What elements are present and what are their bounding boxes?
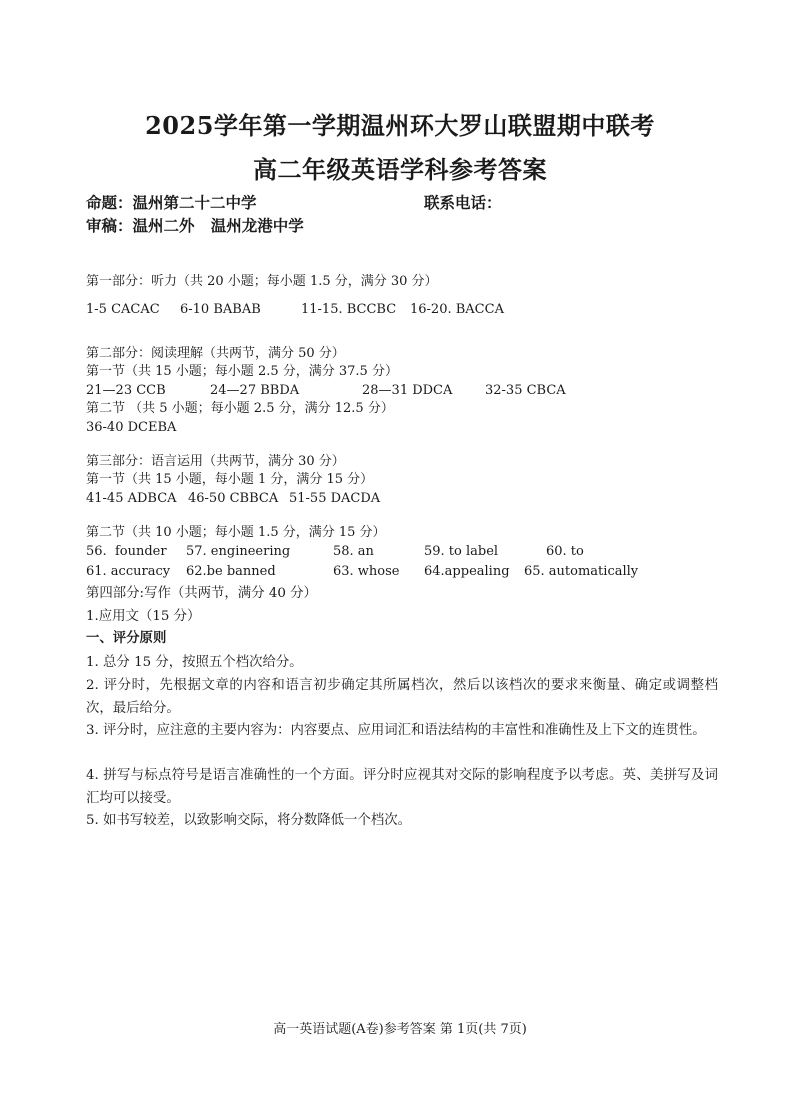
answer-item: 65. automatically xyxy=(524,564,639,579)
answer-group: 11-15. BCCBC xyxy=(301,302,397,317)
page-title: 2025学年第一学期温州环大罗山联盟期中联考 xyxy=(145,111,655,140)
answer-item: 57. engineering xyxy=(186,544,291,559)
part3-section1-heading: 第一节（共 15 小题，每小题 1 分，满分 15 分） xyxy=(86,472,374,487)
principle-item: 2. 评分时，先根据文章的内容和语言初步确定其所属档次，然后以该档次的要求来衡量、确定或调整档次，最后给分。 xyxy=(86,678,718,716)
answer-item: 61. accuracy xyxy=(86,564,171,579)
part2-section2-heading: 第二节 （共 5 小题；每小题 2.5 分，满分 12.5 分） xyxy=(86,401,394,416)
answer-group: 16-20. BACCA xyxy=(410,302,504,317)
answer-group: 21—23 CCB xyxy=(86,383,166,398)
answer-group: 41-45 ADBCA xyxy=(86,491,177,506)
principle-item: 4. 拼写与标点符号是语言准确性的一个方面。评分时应视其对交际的影响程度予以考虑。英、美拼写及词汇均可以接受。 xyxy=(86,768,718,806)
answer-group: 51-55 DACDA xyxy=(289,491,381,506)
principle-item: 5. 如书写较差，以致影响交际，将分数降低一个档次。 xyxy=(86,813,412,828)
answer-item: 62.be banned xyxy=(186,564,276,579)
part3-heading: 第三部分：语言运用（共两节，满分 30 分） xyxy=(86,454,345,469)
answer-item: 59. to label xyxy=(424,544,499,559)
part4-heading: 第四部分:写作（共两节，满分 40 分） xyxy=(86,586,317,601)
principle-item: 3. 评分时，应注意的主要内容为：内容要点、应用词汇和语法结构的丰富性和准确性及上下文的连贯性。 xyxy=(86,723,706,738)
part2-section2-answers: 36-40 DCEBA xyxy=(86,420,177,435)
part2-heading: 第二部分：阅读理解（共两节，满分 50 分） xyxy=(86,346,345,361)
part2-section1-heading: 第一节（共 15 小题；每小题 2.5 分，满分 37.5 分） xyxy=(86,364,398,379)
principle-item: 1. 总分 15 分，按照五个档次给分。 xyxy=(86,655,303,670)
answer-group: 24—27 BBDA xyxy=(210,383,300,398)
answer-group: 28—31 DDCA xyxy=(362,383,453,398)
contact-line: 联系电话： xyxy=(424,194,502,212)
answer-group: 6-10 BABAB xyxy=(180,302,261,317)
answer-group: 46-50 CBBCA xyxy=(188,491,279,506)
answer-group: 1-5 CACAC xyxy=(86,302,160,317)
setter-line: 命题：温州第二十二中学 xyxy=(86,194,257,212)
answer-group: 32-35 CBCA xyxy=(485,383,566,398)
answer-item: 63. whose xyxy=(333,564,400,579)
answer-item: 60. to xyxy=(546,544,584,559)
answer-item: 58. an xyxy=(333,544,374,559)
principles-heading: 一、评分原则 xyxy=(86,631,167,646)
reviewer-line: 审稿：温州二外 温州龙港中学 xyxy=(86,217,304,235)
answer-item: 64.appealing xyxy=(424,564,510,579)
part4-task1: 1.应用文（15 分） xyxy=(86,609,201,624)
page-footer: 高一英语试题(A卷)参考答案 第 1页(共 7页) xyxy=(273,1022,527,1037)
part1-heading: 第一部分：听力（共 20 小题；每小题 1.5 分，满分 30 分） xyxy=(86,274,438,289)
answer-item: 56. founder xyxy=(86,544,167,559)
part3-section2-heading: 第二节（共 10 小题；每小题 1.5 分，满分 15 分） xyxy=(86,525,386,540)
page-subtitle: 高二年级英语学科参考答案 xyxy=(253,155,547,184)
